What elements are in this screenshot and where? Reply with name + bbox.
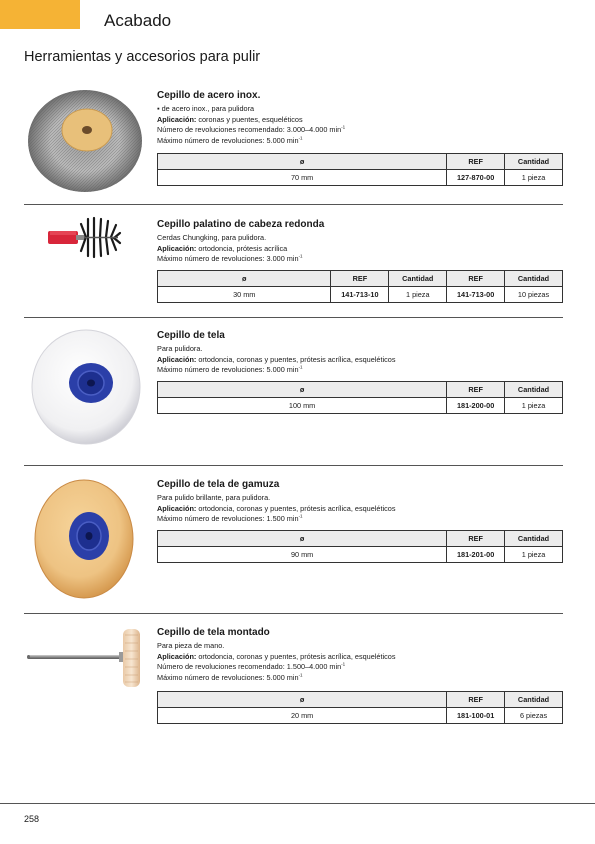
spec-table [157, 530, 563, 563]
table-cell: 30 mm [158, 287, 331, 303]
divider [24, 613, 563, 614]
table-cell: 20 mm [158, 708, 447, 724]
section-title: Acabado [104, 11, 172, 30]
table-cell: 1 pieza [505, 170, 563, 186]
product-name: Cepillo de tela [157, 330, 225, 341]
palate-brush-image [48, 216, 122, 260]
table-cell: 1 pieza [389, 287, 447, 303]
product-2-info [157, 219, 563, 265]
product-line: Aplicación: ortodoncia, prótesis acrílica [157, 243, 288, 253]
product-line: Para pulidora. [157, 344, 203, 353]
table-row [158, 547, 563, 563]
product-name: Cepillo de acero inox. [157, 90, 261, 101]
spec-table [157, 691, 563, 724]
table-header-cell: ø [158, 531, 447, 547]
table-cell: 70 mm [158, 170, 447, 186]
table-cell: 90 mm [158, 547, 447, 563]
product-name: Cepillo de tela montado [157, 627, 270, 638]
table-cell: 1 pieza [505, 547, 563, 563]
product-line: Máximo número de revoluciones: 5.000 $\min^{-1}$ [157, 135, 303, 145]
product-line: Para pieza de mano. [157, 641, 225, 650]
product-line: Máximo número de revoluciones: 3.000 $\min^{-1}$ [157, 253, 303, 264]
table-header-cell: Cantidad [505, 692, 563, 708]
table-row [158, 287, 563, 303]
product-line: Máximo número de revoluciones: 5.000 $\min^{-1}$ [157, 672, 303, 682]
spec-table [157, 270, 563, 303]
section-tab [0, 0, 80, 29]
product-line: Cerdas Chungking, para pulidora. [157, 233, 267, 242]
spec-table [157, 381, 563, 414]
divider [24, 465, 563, 466]
table-header-row [158, 271, 563, 287]
table-header-cell: ø [158, 271, 331, 287]
product-line: Aplicación: ortodoncia, coronas y puentes, prótesis acrílica, esqueléticos [157, 503, 396, 513]
table-header-row [158, 692, 563, 708]
product-line: Máximo número de revoluciones: 1.500 $\min^{-1}$ [157, 513, 303, 524]
steel-wire-brush-image [26, 88, 144, 194]
mounted-cloth-buff-image [26, 627, 144, 689]
table-header-cell: ø [158, 692, 447, 708]
table-row [158, 170, 563, 186]
table-header-cell: REF [447, 692, 505, 708]
table-header-cell: Cantidad [505, 271, 563, 287]
table-header-row [158, 382, 563, 398]
table-header-cell: Cantidad [505, 382, 563, 398]
table-cell: 1 pieza [505, 398, 563, 414]
chamois-buff-image [33, 478, 135, 600]
product-5-info [157, 627, 563, 683]
product-line: Número de revoluciones recomendado: 3.000–4.000 $\min^{-1}$ [157, 124, 346, 135]
cloth-buff-image [30, 328, 142, 446]
product-3-info [157, 330, 563, 376]
table-cell: 100 mm [158, 398, 447, 414]
table-cell: 141-713-10 [331, 287, 389, 303]
spec-table [157, 153, 563, 186]
product-line: Número de revoluciones recomendado: 1.500–4.000 $\min^{-1}$ [157, 661, 346, 672]
table-cell: 6 piezas [505, 708, 563, 724]
product-line: Máximo número de revoluciones: 5.000 $\min^{-1}$ [157, 364, 303, 375]
table-cell: 10 piezas [505, 287, 563, 303]
table-header-cell: ø [158, 154, 447, 170]
page-title: Herramientas y accesorios para pulir [24, 49, 261, 65]
table-row [158, 398, 563, 414]
product-line: Aplicación: ortodoncia, coronas y puentes, prótesis acrílica, esqueléticos [157, 354, 396, 364]
product-1-info [157, 90, 563, 146]
table-cell: 181-201-00 [447, 547, 505, 563]
table-cell: 181-200-00 [447, 398, 505, 414]
product-line: Para pulido brillante, para pulidora. [157, 493, 271, 502]
product-line: ▪ de acero inox., para pulidora [157, 104, 255, 113]
table-header-cell: REF [447, 271, 505, 287]
table-header-cell: REF [447, 382, 505, 398]
product-name: Cepillo palatino de cabeza redonda [157, 219, 325, 230]
table-header-cell: REF [447, 154, 505, 170]
product-line: Aplicación: ortodoncia, coronas y puentes, prótesis acrílica, esqueléticos [157, 651, 396, 661]
product-name: Cepillo de tela de gamuza [157, 479, 280, 490]
table-header-cell: Cantidad [505, 531, 563, 547]
table-row [158, 708, 563, 724]
divider [24, 204, 563, 205]
table-cell: 181-100-01 [447, 708, 505, 724]
table-header-row [158, 531, 563, 547]
product-4-info [157, 479, 563, 525]
table-header-cell: ø [158, 382, 447, 398]
table-header-cell: REF [447, 531, 505, 547]
table-header-row [158, 154, 563, 170]
page-number: 258 [24, 814, 40, 824]
table-header-cell: Cantidad [389, 271, 447, 287]
table-header-cell: REF [331, 271, 389, 287]
table-cell: 141-713-00 [447, 287, 505, 303]
footer-divider [0, 803, 595, 804]
table-header-cell: Cantidad [505, 154, 563, 170]
divider [24, 317, 563, 318]
product-line: Aplicación: coronas y puentes, esqueléticos [157, 114, 303, 124]
table-cell: 127-870-00 [447, 170, 505, 186]
